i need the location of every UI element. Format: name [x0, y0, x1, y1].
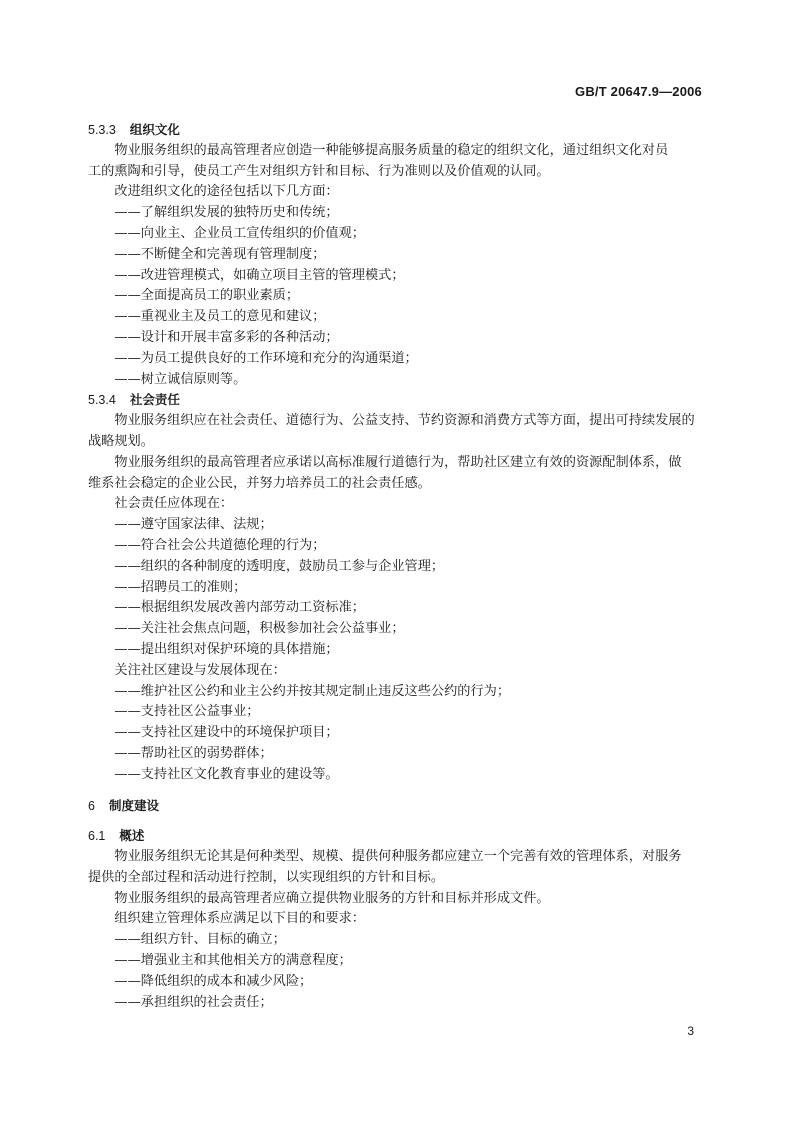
- section-number: 6: [88, 798, 95, 813]
- list-item: ——为员工提供良好的工作环境和充分的沟通渠道；: [114, 350, 418, 366]
- list-item: ——降低组织的成本和减少风险；: [114, 973, 313, 989]
- paragraph-line: 工的熏陶和引导，使员工产生对组织方针和目标、行为准则以及价值观的认同。: [88, 163, 550, 179]
- paragraph-line: 物业服务组织的最高管理者应确立提供物业服务的方针和目标并形成文件。: [114, 890, 550, 906]
- list-item: ——设计和开展丰富多彩的各种活动；: [114, 329, 339, 345]
- list-item: ——遵守国家法律、法规；: [114, 517, 273, 533]
- paragraph-line: 物业服务组织无论其是何种类型、规模、提供何种服务都应建立一个完善有效的管理体系，对服务: [114, 849, 682, 865]
- paragraph-line: 关注社区建设与发展体现在：: [114, 662, 286, 678]
- list-item: ——提出组织对保护环境的具体措施；: [114, 641, 339, 657]
- section-number: 5.3.3: [88, 123, 116, 137]
- section-number: 5.3.4: [88, 393, 116, 408]
- section-title: 社会责任: [129, 392, 180, 408]
- list-item: ——向业主、企业员工宣传组织的价值观；: [114, 225, 365, 241]
- list-item: ——增强业主和其他相关方的满意程度；: [114, 953, 352, 969]
- spacer: [88, 786, 706, 796]
- list-item: ——组织的各种制度的透明度，鼓励员工参与企业管理；: [114, 558, 445, 574]
- section-number: 6.1: [88, 829, 106, 844]
- paragraph-line: 维系社会稳定的企业公民，并努力培养员工的社会责任感。: [88, 475, 431, 491]
- section-heading: [88, 390, 706, 411]
- paragraph-line: 物业服务组织的最高管理者应承诺以高标准履行道德行为，帮助社区建立有效的资源配制体系，做: [114, 454, 682, 470]
- list-item: ——符合社会公共道德伦理的行为；: [114, 537, 326, 553]
- paragraph-line: 组织建立管理体系应满足以下目的和要求：: [114, 911, 365, 927]
- paragraph-line: 提供的全部过程和活动进行控制，以实现组织的方针和目标。: [88, 869, 445, 885]
- list-item: ——全面提高员工的职业素质；: [114, 288, 300, 304]
- list-item: ——改进管理模式，如确立项目主管的管理模式；: [114, 267, 405, 283]
- list-item: ——重视业主及员工的意见和建议；: [114, 309, 326, 325]
- paragraph-line: 社会责任应体现在：: [114, 496, 234, 512]
- document-body: [88, 120, 706, 1013]
- list-item: ——支持社区建设中的环境保护项目；: [114, 725, 339, 741]
- spacer: [88, 816, 706, 826]
- section-heading: [88, 826, 706, 847]
- list-item: ——不断健全和完善现有管理制度；: [114, 246, 326, 262]
- list-item: ——承担组织的社会责任；: [114, 994, 273, 1010]
- page-number: 3: [687, 1024, 694, 1038]
- section-title: 组织文化: [129, 122, 180, 137]
- paragraph-line: 物业服务组织应在社会责任、道德行为、公益支持、节约资源和消费方式等方面，提出可持续发展的: [114, 413, 695, 429]
- section-heading: [88, 796, 706, 817]
- section-title: 制度建设: [108, 797, 159, 813]
- section-heading: [88, 120, 706, 141]
- list-item: ——关注社会焦点问题，积极参加社会公益事业；: [114, 621, 405, 637]
- list-item: ——根据组织发展改善内部劳动工资标准；: [114, 600, 365, 616]
- list-item: ——维护社区公约和业主公约并按其规定制止违反这些公约的行为；: [114, 683, 511, 699]
- standard-code: GB/T 20647.9—2006: [575, 84, 702, 99]
- paragraph-line: 物业服务组织的最高管理者应创造一种能够提高服务质量的稳定的组织文化，通过组织文化对员: [114, 142, 669, 158]
- list-item: ——支持社区公益事业；: [114, 704, 260, 720]
- list-item: ——帮助社区的弱势群体；: [114, 745, 273, 761]
- section-title: 概述: [119, 828, 145, 844]
- list-item: ——支持社区文化教育事业的建设等。: [114, 766, 339, 782]
- list-item: ——了解组织发展的独特历史和传统；: [114, 205, 339, 221]
- paragraph-line: 战略规划。: [88, 433, 154, 449]
- list-item: ——树立诚信原则等。: [114, 371, 247, 387]
- list-item: ——招聘员工的准则；: [114, 579, 247, 595]
- paragraph-line: 改进组织文化的途径包括以下几方面：: [114, 184, 339, 200]
- list-item: ——组织方针、目标的确立；: [114, 932, 286, 948]
